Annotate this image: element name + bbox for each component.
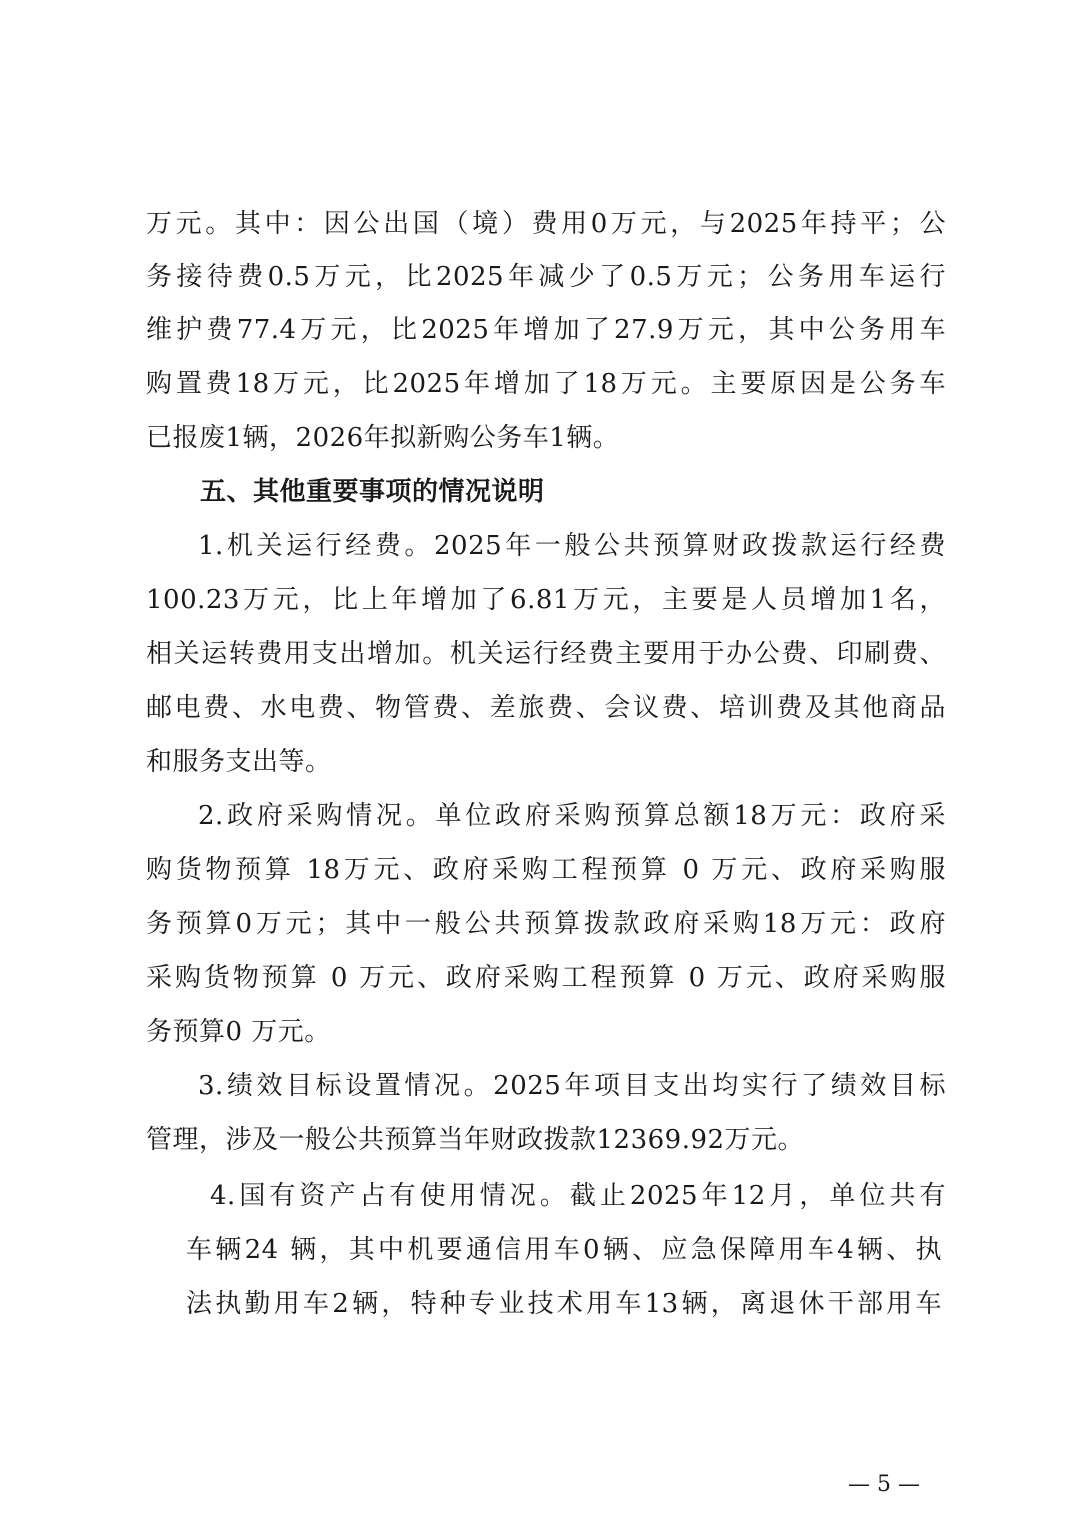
paragraph-line: 务接待费0.5万元，比2025年减少了0.5万元；公务用车运行 — [146, 262, 946, 292]
section-heading: 五、其他重要事项的情况说明 — [200, 477, 545, 507]
paragraph-line: 100.23万元，比上年增加了6.81万元，主要是人员增加1名， — [146, 585, 946, 615]
paragraph-line: 邮电费、水电费、物管费、差旅费、会议费、培训费及其他商品 — [146, 693, 946, 723]
paragraph-line: 4.国有资产占有使用情况。截止2025年12月，单位共有 — [210, 1181, 946, 1211]
page-number: — 5 — — [848, 1472, 920, 1497]
paragraph-line: 法执勤用车2辆，特种专业技术用车13辆，离退休干部用车 — [186, 1289, 942, 1319]
paragraph-line: 万元。其中：因公出国（境）费用0万元，与2025年持平；公 — [146, 209, 946, 239]
paragraph-line: 采购货物预算 0 万元、政府采购工程预算 0 万元、政府采购服 — [146, 963, 946, 993]
paragraph-line: 和服务支出等。 — [146, 747, 332, 777]
paragraph-line: 1.机关运行经费。2025年一般公共预算财政拨款运行经费 — [198, 531, 946, 561]
paragraph-line: 管理，涉及一般公共预算当年财政拨款12369.92万元。 — [146, 1125, 805, 1155]
paragraph-line: 相关运转费用支出增加。机关运行经费主要用于办公费、印刷费、 — [146, 639, 946, 669]
paragraph-line: 维护费77.4万元，比2025年增加了27.9万元，其中公务用车 — [146, 315, 946, 345]
paragraph-line: 已报废1辆，2026年拟新购公务车1辆。 — [146, 423, 620, 453]
paragraph-line: 购置费18万元，比2025年增加了18万元。主要原因是公务车 — [146, 369, 946, 399]
paragraph-line: 务预算0万元；其中一般公共预算拨款政府采购18万元：政府 — [146, 909, 946, 939]
paragraph-line: 2.政府采购情况。单位政府采购预算总额18万元：政府采 — [198, 801, 946, 831]
paragraph-line: 购货物预算 18万元、政府采购工程预算 0 万元、政府采购服 — [146, 855, 946, 885]
paragraph-line: 务预算0 万元。 — [146, 1017, 331, 1047]
paragraph-line: 3.绩效目标设置情况。2025年项目支出均实行了绩效目标 — [198, 1071, 946, 1101]
paragraph-line: 车辆24 辆，其中机要通信用车0辆、应急保障用车4辆、执 — [186, 1235, 942, 1265]
